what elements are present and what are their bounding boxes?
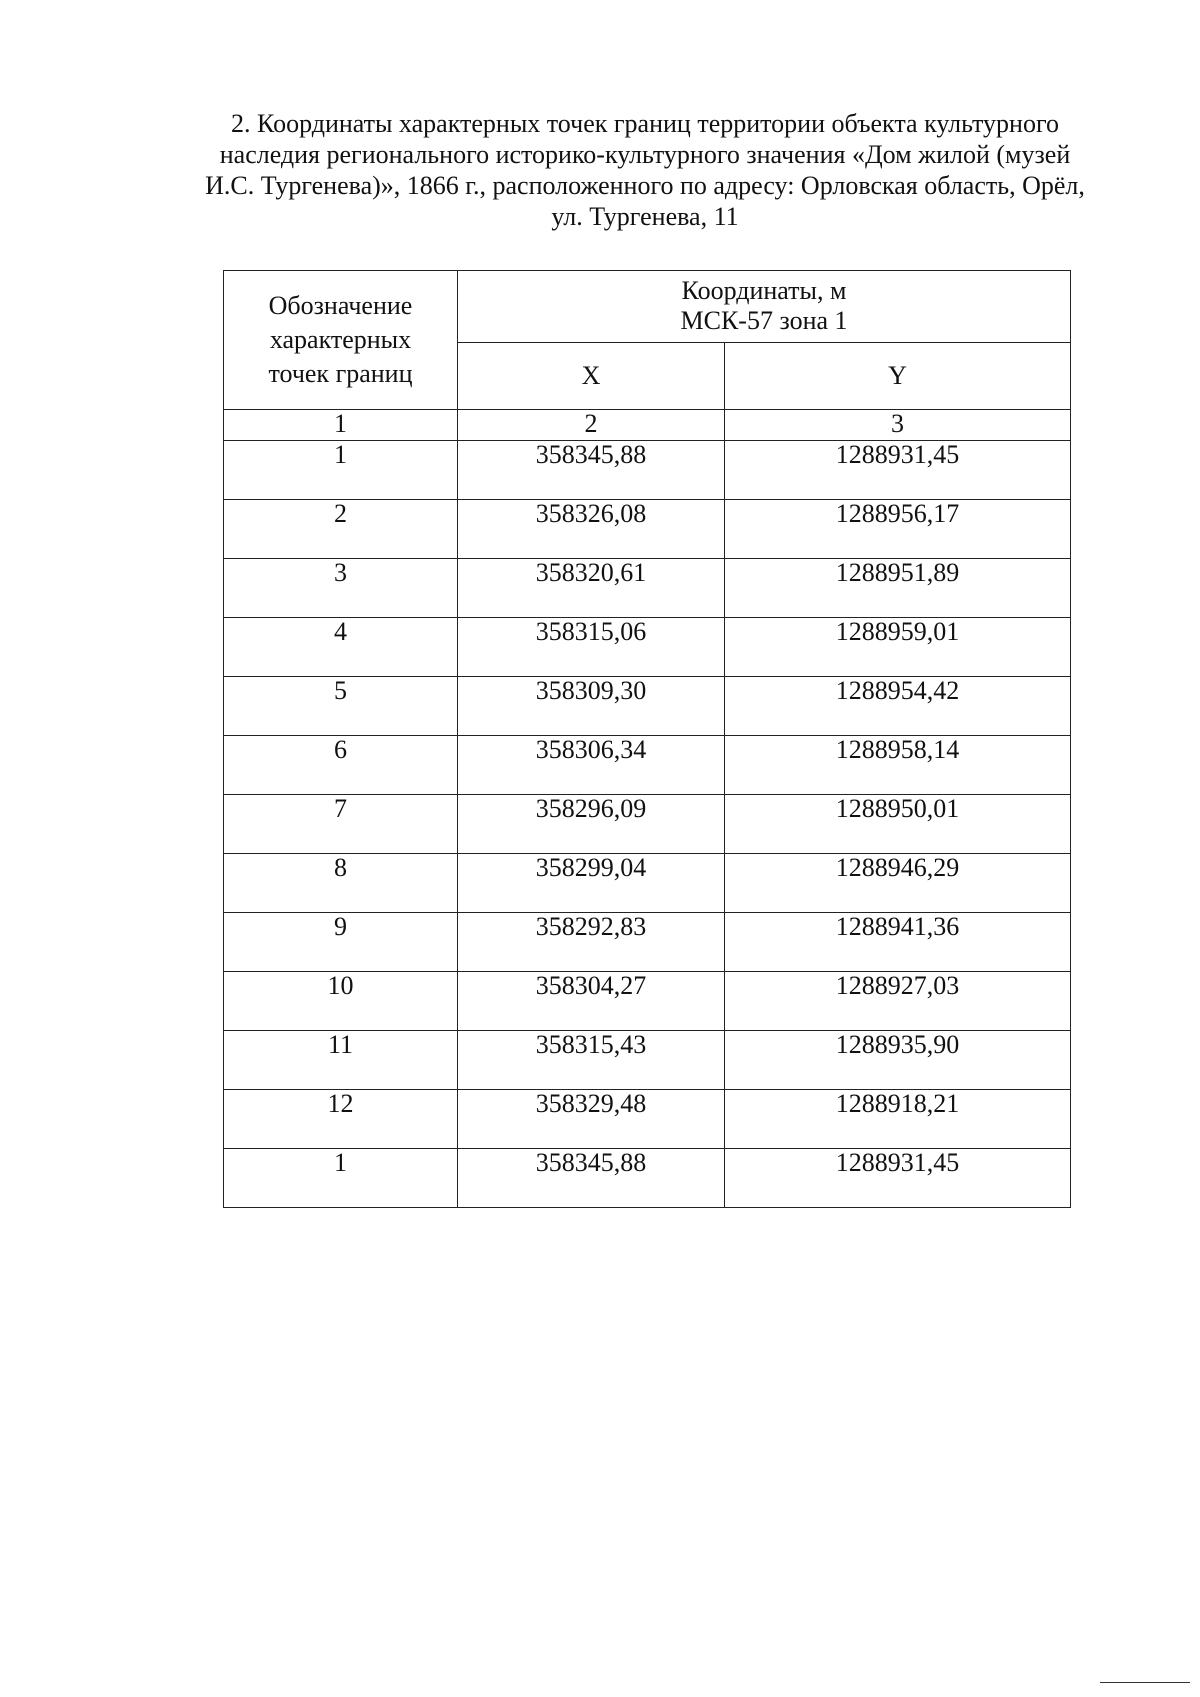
point-cell: 12 [224, 1090, 458, 1149]
header-coordinates [458, 271, 1071, 343]
x-cell: 358296,09 [458, 795, 725, 854]
y-cell: 1288941,36 [725, 913, 1071, 972]
header-point-line: Обозначение [268, 291, 413, 320]
x-cell: 358292,83 [458, 913, 725, 972]
x-cell: 358315,06 [458, 618, 725, 677]
point-cell: 5 [224, 677, 458, 736]
title-line: 2. Координаты характерных точек границ территории объекта культурного [231, 109, 1059, 138]
y-cell: 1288927,03 [725, 972, 1071, 1031]
x-cell: 358309,30 [458, 677, 725, 736]
y-cell: 1288950,01 [725, 795, 1071, 854]
column-number-row [224, 410, 1071, 441]
y-cell: 1288958,14 [725, 736, 1071, 795]
column-number: 2 [458, 410, 725, 441]
y-cell: 1288946,29 [725, 854, 1071, 913]
table-row [224, 1149, 1071, 1208]
table-row [224, 1090, 1071, 1149]
y-cell: 1288959,01 [725, 618, 1071, 677]
x-cell: 358320,61 [458, 559, 725, 618]
x-cell: 358315,43 [458, 1031, 725, 1090]
x-cell: 358299,04 [458, 854, 725, 913]
table-row [224, 1031, 1071, 1090]
table-row [224, 795, 1071, 854]
coordinates-table [223, 270, 1071, 1208]
title-line: ул. Тургенева, 11 [551, 202, 739, 231]
table-row [224, 913, 1071, 972]
x-cell: 358304,27 [458, 972, 725, 1031]
point-cell: 9 [224, 913, 458, 972]
header-y: Y [725, 342, 1071, 410]
x-cell: 358326,08 [458, 500, 725, 559]
table-row [224, 500, 1071, 559]
point-cell: 8 [224, 854, 458, 913]
header-x: X [458, 342, 725, 410]
table-row [224, 972, 1071, 1031]
point-cell: 3 [224, 559, 458, 618]
table-row [224, 677, 1071, 736]
x-cell: 358329,48 [458, 1090, 725, 1149]
column-number: 1 [224, 410, 458, 441]
column-number: 3 [725, 410, 1071, 441]
table-body [224, 441, 1071, 1208]
y-cell: 1288951,89 [725, 559, 1071, 618]
title-line: наследия регионального историко-культурного значения «Дом жилой (музей [219, 140, 1071, 169]
point-cell: 4 [224, 618, 458, 677]
table-row [224, 559, 1071, 618]
table-row [224, 441, 1071, 500]
y-cell: 1288918,21 [725, 1090, 1071, 1149]
header-coords-line: Координаты, м [681, 276, 847, 306]
table-row [224, 854, 1071, 913]
point-cell: 11 [224, 1031, 458, 1090]
table-row [224, 736, 1071, 795]
y-cell: 1288931,45 [725, 441, 1071, 500]
y-cell: 1288956,17 [725, 500, 1071, 559]
header-point-line: точек границ [268, 359, 413, 388]
point-cell: 7 [224, 795, 458, 854]
title-line: И.С. Тургенева)», 1866 г., расположенного по адресу: Орловская область, Орёл, [205, 171, 1085, 200]
y-cell: 1288931,45 [725, 1149, 1071, 1208]
point-cell: 2 [224, 500, 458, 559]
header-point-line: характерных [269, 325, 412, 354]
x-cell: 358345,88 [458, 441, 725, 500]
point-cell: 6 [224, 736, 458, 795]
footer-divider [1100, 1682, 1190, 1683]
header-coords-line: МСК-57 зона 1 [680, 306, 848, 336]
x-cell: 358345,88 [458, 1149, 725, 1208]
y-cell: 1288935,90 [725, 1031, 1071, 1090]
point-cell: 1 [224, 441, 458, 500]
y-cell: 1288954,42 [725, 677, 1071, 736]
header-point-designation [224, 271, 458, 410]
document-title [170, 108, 1120, 232]
point-cell: 10 [224, 972, 458, 1031]
point-cell: 1 [224, 1149, 458, 1208]
table-row [224, 618, 1071, 677]
x-cell: 358306,34 [458, 736, 725, 795]
